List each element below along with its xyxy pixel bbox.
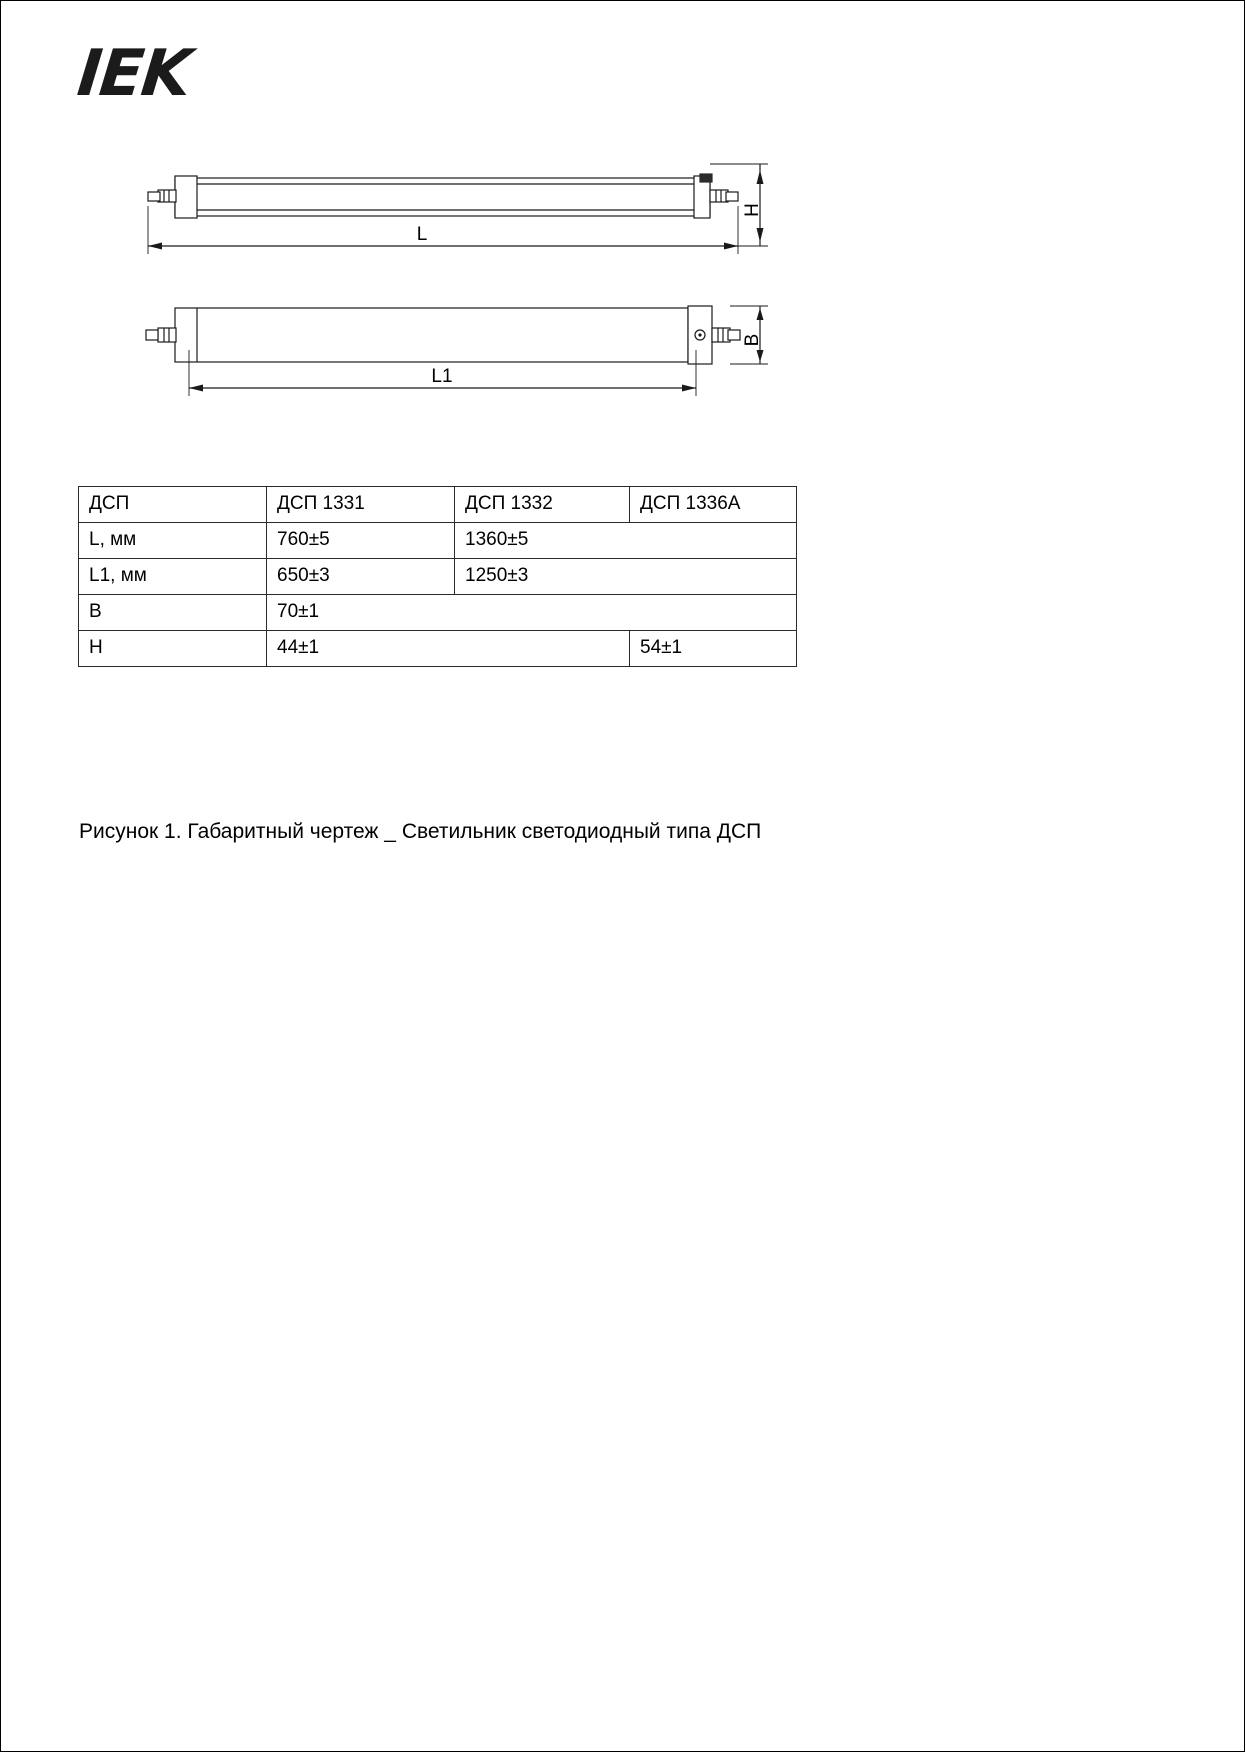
table-header-cell-3: ДСП 1336А [630, 487, 797, 523]
dimension-label-B: B [742, 333, 763, 347]
row-label-b: B [79, 595, 267, 631]
dimension-drawing [70, 150, 770, 410]
table-row [79, 523, 797, 559]
drawing-svg [70, 150, 770, 420]
row-b-value-all: 70±1 [267, 595, 797, 631]
table-row [79, 595, 797, 631]
row-l-value-1332-1336a: 1360±5 [455, 523, 797, 559]
row-label-l1: L1, мм [79, 559, 267, 595]
row-l-value-1331: 760±5 [267, 523, 455, 559]
row-label-h: H [79, 631, 267, 667]
table-header-row [79, 487, 797, 523]
table-header-cell-2: ДСП 1332 [455, 487, 630, 523]
iek-logo: IEK [74, 37, 194, 111]
dimension-label-H: H [742, 203, 763, 217]
row-h-value-1336a: 54±1 [630, 631, 797, 667]
dimension-label-L: L [416, 224, 428, 245]
row-h-value-1331-1332: 44±1 [267, 631, 630, 667]
row-l1-value-1331: 650±3 [267, 559, 455, 595]
figure-caption: Рисунок 1. Габаритный чертеж _ Светильник светодиодный типа ДСП [79, 820, 762, 843]
table-header-cell-1: ДСП 1331 [267, 487, 455, 523]
dimension-label-L1: L1 [431, 366, 453, 387]
table-row [79, 559, 797, 595]
table-row [79, 631, 797, 667]
specification-table [78, 486, 797, 667]
row-label-l: L, мм [79, 523, 267, 559]
table-header-cell-0: ДСП [79, 487, 267, 523]
row-l1-value-1332-1336a: 1250±3 [455, 559, 797, 595]
